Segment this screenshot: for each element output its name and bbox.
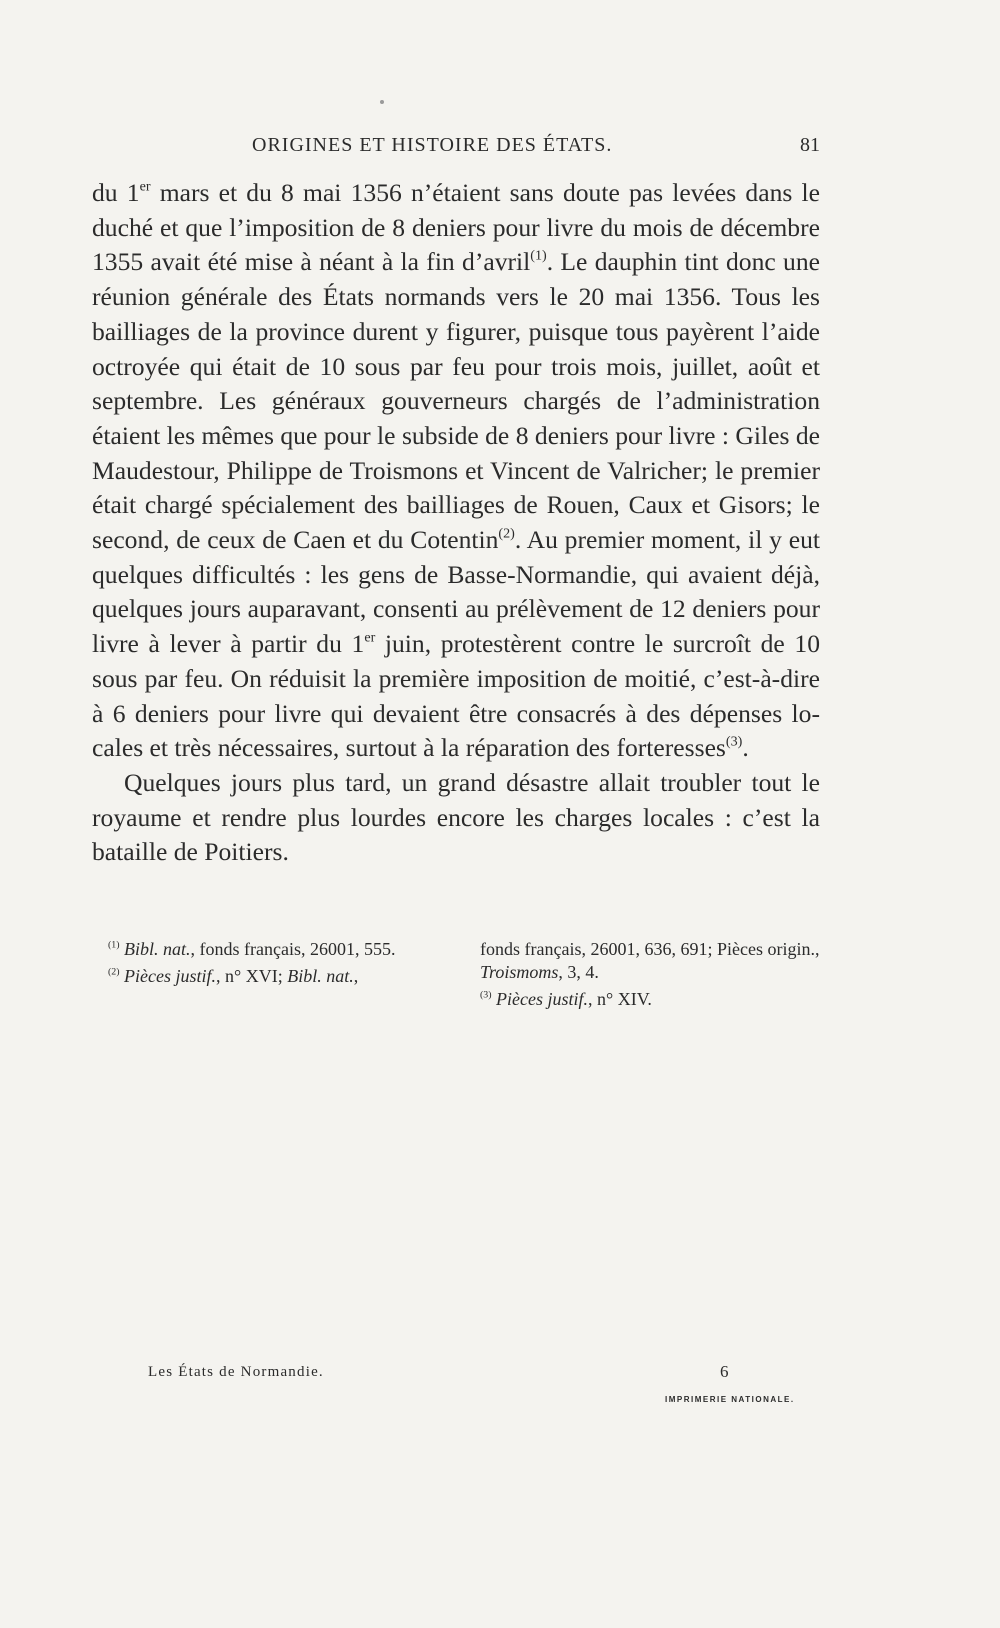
- superscript: er: [139, 178, 151, 195]
- footnote-ref-3[interactable]: (3): [725, 733, 743, 750]
- imprint-line: IMPRIMERIE NATIONALE.: [665, 1395, 795, 1404]
- running-head: ORIGINES ET HISTOIRE DES ÉTATS.: [252, 134, 613, 156]
- footnote-italic: Pièces justif.: [496, 989, 588, 1009]
- footnote-3: [480, 988, 820, 1011]
- footnote-italic: Troismoms: [480, 962, 559, 982]
- page-header: [92, 134, 820, 164]
- print-speck: [380, 100, 384, 104]
- paragraph-1: [92, 176, 820, 766]
- superscript: er: [364, 629, 376, 646]
- footnote-mark: (3): [480, 989, 492, 1001]
- text-run: . Le dauphin tint donc une réunion générale des États normands vers le 20 mai 1356. Tous les bailliages de la province durent y figurer, puisque tous payèrent l’aide octroyée qui était de 10 sous par feu pour trois mois, juillet, août et septembre. Les généraux gouverneurs chargés de l’administration étaient les mêmes que pour le subside de 8 deniers pour livre : Giles de Maudestour, Philippe de Troismons et Vincent de Valricher; le premier était chargé spécialement des bailliages de Rouen, Caux et Gisors; le second, de ceux de Caen et du Cotentin: [92, 247, 821, 555]
- body-text: [92, 176, 820, 870]
- text-run: . Au premier moment, il y eut quelques difficultés : les gens de Basse-Normandie, qui avaient déjà, quelques jours auparavant, consenti au prélèvement de 12 deniers pour livre à lever à partir du 1: [92, 525, 820, 659]
- footnote-column-right: [480, 938, 820, 1015]
- footnote-italic: Bibl. nat.: [287, 966, 354, 986]
- text-run: juin, protestèrent contre le surcroît de 10 sous par feu. On réduisit la première imposition de moitié, c’est-à-dire à 6 deniers pour livre qui devaient être consacrés à des dépenses locales et très nécessaires, surtout à la réparation des forteresses: [92, 629, 820, 763]
- footnote-ref-2[interactable]: (2): [498, 525, 515, 542]
- book-title-footer: Les États de Normandie.: [148, 1364, 324, 1380]
- footnote-text: , 3, 4.: [558, 962, 599, 982]
- footnote-italic: Pièces justif.: [124, 966, 216, 986]
- footnote-text: , n° XVI;: [216, 966, 288, 986]
- text-run: mars et du 8 mai 1356 n’étaient sans doute pas levées dans le duché et que l’imposition de 8 deniers pour livre du mois de décembre 1355 avait été mise à néant à la fin d’avril: [92, 178, 820, 277]
- footnote-mark: (2): [108, 966, 120, 978]
- footnote-ref-1[interactable]: (1): [530, 247, 547, 264]
- footnote-column-left: [108, 938, 448, 1015]
- paragraph-2: Quelques jours plus tard, un grand désastre allait troubler tout le royaume et rendre plus lourdes encore les charges locales : c’est la bataille de Poitiers.: [92, 767, 820, 867]
- footnote-1: [108, 938, 448, 961]
- footnote-mark: (1): [108, 939, 120, 951]
- text-run: du 1: [92, 178, 140, 207]
- footnote-text: fonds français, 26001, 636, 691; Pièces origin.,: [480, 939, 820, 959]
- signature-mark: 6: [720, 1362, 729, 1381]
- footnote-italic: Bibl. nat.: [124, 939, 191, 959]
- footnotes: [108, 938, 820, 1015]
- page-number: 81: [800, 134, 820, 156]
- footnote-text: , fonds français, 26001, 555.: [190, 939, 396, 959]
- footnote-1-continued: [480, 938, 820, 984]
- footnote-2: [108, 965, 448, 988]
- text-run: .: [742, 733, 749, 763]
- footnote-text: ,: [353, 966, 359, 986]
- footnote-text: , n° XIV.: [588, 989, 652, 1009]
